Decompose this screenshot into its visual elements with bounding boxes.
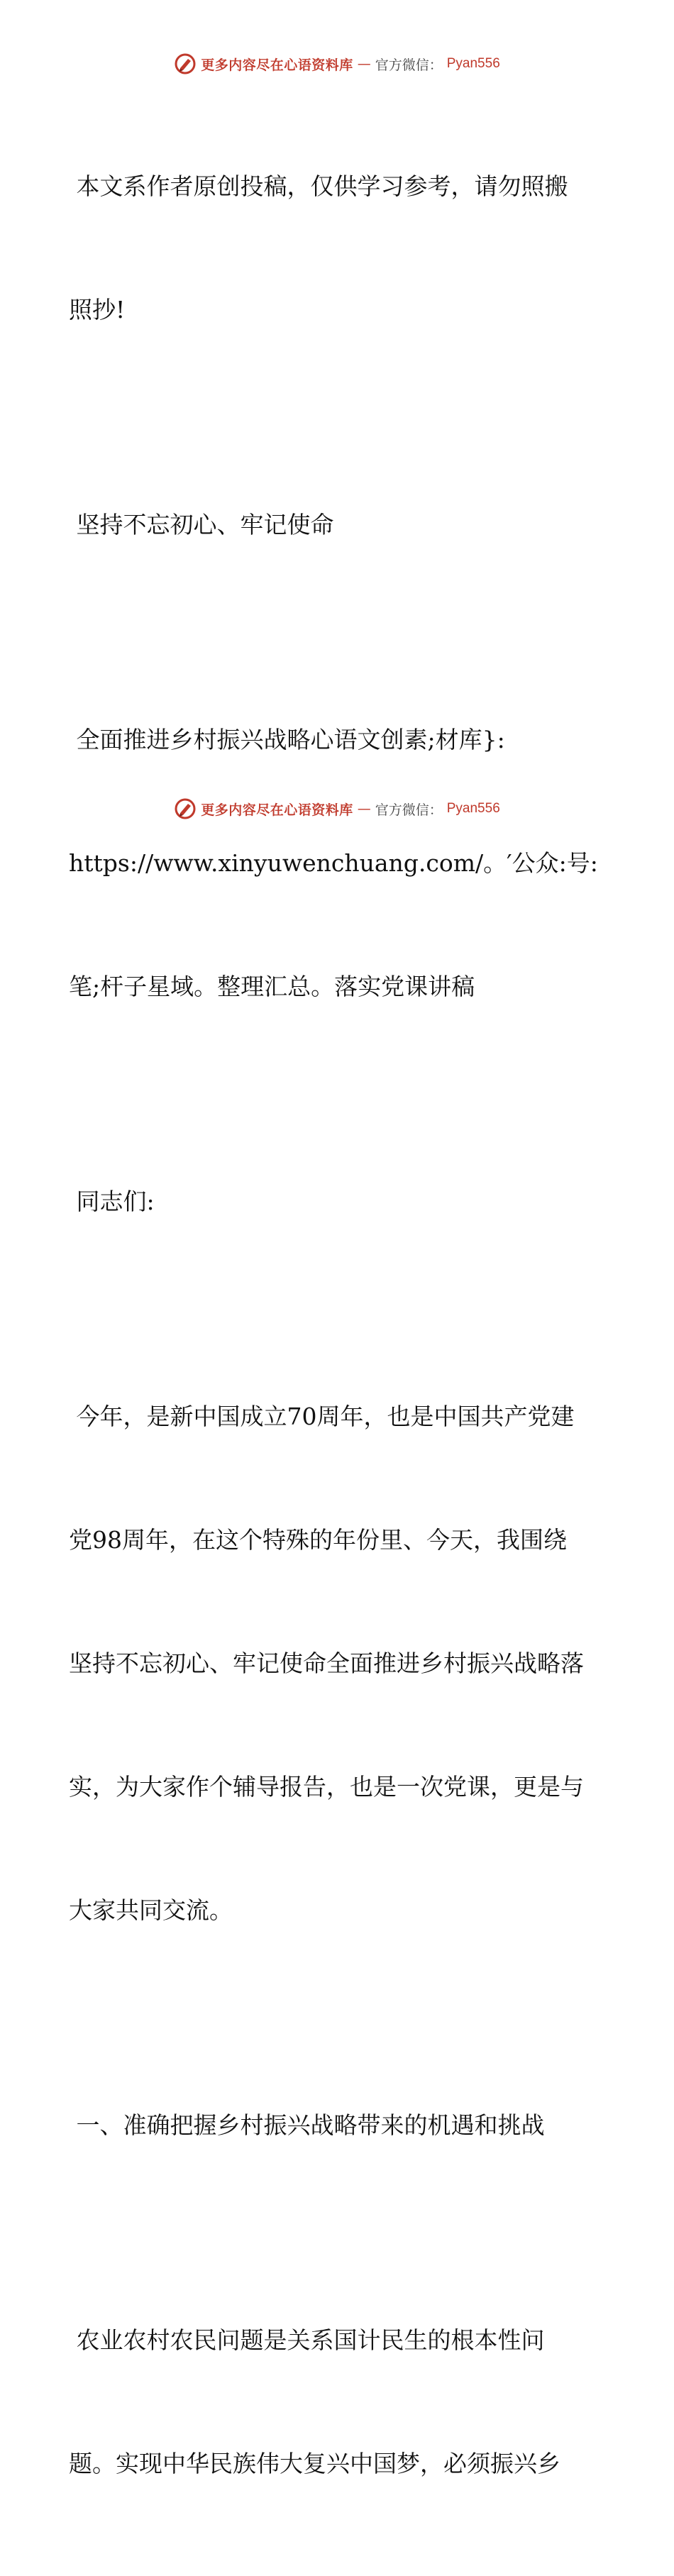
footer-banner — [0, 795, 674, 823]
text-line: 农业农村农民问题是关系国计民生的根本性问 — [69, 2326, 545, 2354]
document-title — [69, 422, 608, 628]
banner-wechat-id: Pyan556 — [446, 56, 500, 71]
text-line: 同志们: — [69, 1188, 155, 1215]
banner-separator: — — [357, 56, 371, 72]
copyright-notice — [69, 84, 608, 413]
banner-brand-text: 更多内容尽在心语资料库 — [201, 802, 353, 818]
greeting — [69, 1099, 608, 1305]
document-body — [69, 84, 608, 2576]
intro-paragraph — [69, 1314, 608, 2013]
text-line: 坚持不忘初心、牢记使命全面推进乡村振兴战略落 — [69, 1649, 584, 1677]
header-banner — [0, 50, 674, 78]
text-line: 坚持不忘初心、牢记使命 — [69, 511, 334, 538]
pen-logo-icon — [174, 52, 197, 75]
banner-wechat-label: 官方微信： — [375, 802, 443, 818]
text-line: 本文系作者原创投稿，仅供学习参考，请勿照搬 — [69, 172, 568, 200]
pen-logo-icon — [174, 797, 197, 820]
section-paragraph — [69, 2238, 608, 2567]
banner-brand-text: 更多内容尽在心语资料库 — [201, 57, 353, 73]
banner-separator: — — [357, 801, 371, 817]
banner-wechat-id: Pyan556 — [446, 801, 500, 816]
text-line: 笔;杆子星域。整理汇总。落实党课讲稿 — [69, 973, 475, 1000]
text-line: 题。实现中华民族伟大复兴中国梦，必须振兴乡 — [69, 2450, 560, 2477]
section-heading — [69, 2023, 608, 2228]
text-line: 今年，是新中国成立70周年，也是中国共产党建 — [69, 1403, 575, 1430]
text-line: 照抄! — [69, 296, 126, 324]
text-line: 党98周年，在这个特殊的年份里、今天，我围绕 — [69, 1526, 567, 1554]
text-line: 实，为大家作个辅导报告，也是一次党课，更是与 — [69, 1773, 584, 1801]
banner-wechat-label: 官方微信： — [375, 57, 443, 73]
text-line: 一、准确把握乡村振兴战略带来的机遇和挑战 — [69, 2111, 545, 2139]
document-subtitle — [69, 637, 608, 1090]
text-line: 全面推进乡村振兴战略心语文创素;材库}: — [69, 726, 505, 753]
text-line: https://www.xinyuwenchuang.com/。′公众:号: — [69, 849, 598, 877]
text-line: 大家共同交流。 — [69, 1896, 233, 1924]
